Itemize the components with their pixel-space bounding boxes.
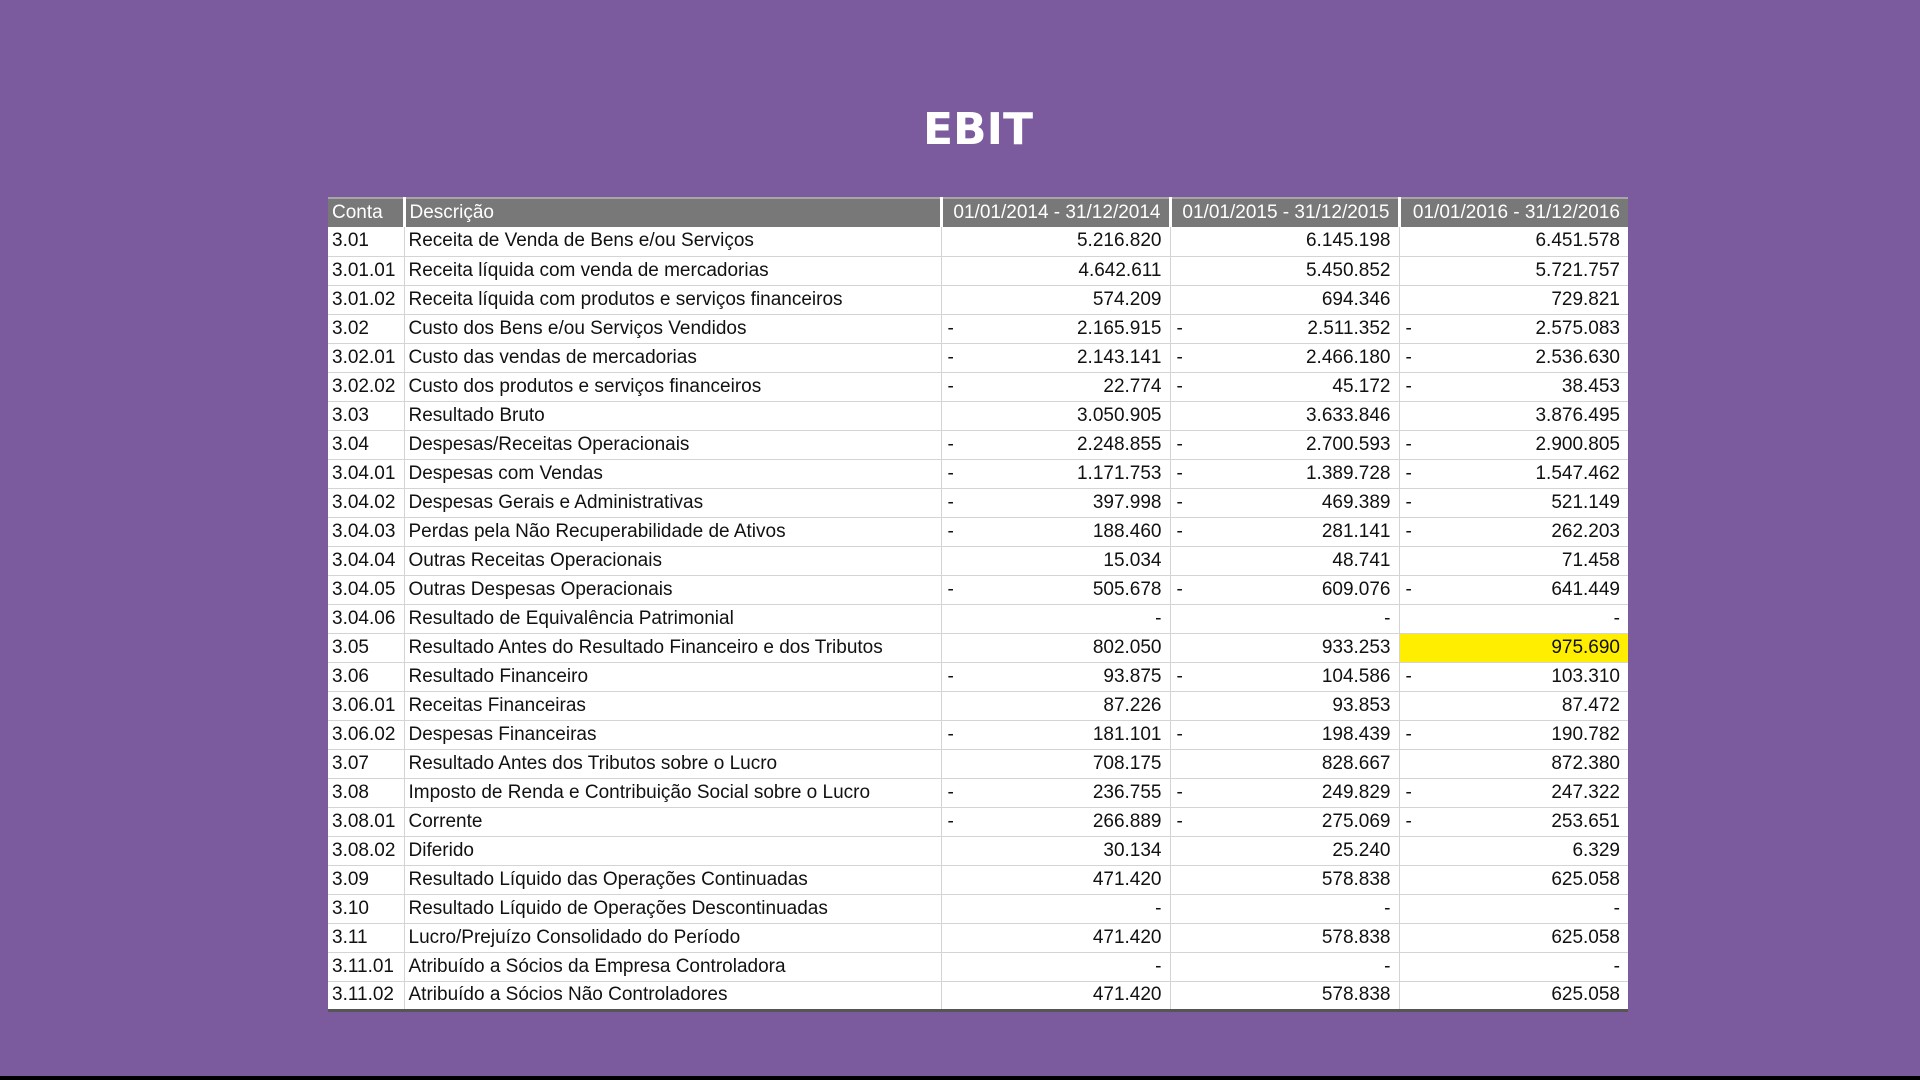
cell-value-2016: [1399, 865, 1628, 894]
cell-value-2016: [1399, 430, 1628, 459]
cell-value-text: 236.755: [1092, 781, 1162, 803]
cell-value-text: 188.460: [1092, 520, 1162, 542]
cell-value-text: 975.690: [1551, 636, 1620, 658]
cell-descricao: Atribuído a Sócios Não Controladores: [404, 981, 941, 1010]
cell-value-2015: [1170, 778, 1399, 807]
table-row: [328, 865, 1628, 894]
cell-value-text: 253.651: [1551, 810, 1620, 832]
cell-descricao: Lucro/Prejuízo Consolidado do Período: [404, 923, 941, 952]
cell-value-2014: [941, 546, 1170, 575]
cell-descricao: Despesas Gerais e Administrativas: [404, 488, 941, 517]
cell-value-text: 1.171.753: [1076, 462, 1162, 484]
cell-value-text: -: [1155, 897, 1162, 919]
cell-value-2014: [941, 633, 1170, 662]
table-row: [328, 807, 1628, 836]
cell-descricao: Imposto de Renda e Contribuição Social sobre o Lucro: [404, 778, 941, 807]
table-body: [328, 227, 1628, 1010]
cell-value-text: 281.141: [1321, 520, 1391, 542]
income-statement-table: [328, 197, 1628, 1012]
negative-sign: -: [947, 317, 954, 339]
cell-value-2015: [1170, 372, 1399, 401]
cell-descricao: Custo das vendas de mercadorias: [404, 343, 941, 372]
cell-value-text: 2.143.141: [1076, 346, 1162, 368]
cell-value-text: 2.536.630: [1535, 346, 1620, 368]
cell-value-2015: [1170, 430, 1399, 459]
cell-conta: 3.06.01: [328, 691, 404, 720]
cell-value-text: 181.101: [1092, 723, 1162, 745]
cell-value-2016: [1399, 285, 1628, 314]
cell-value-text: 1.389.728: [1305, 462, 1391, 484]
table-row: [328, 459, 1628, 488]
cell-value-text: -: [1384, 955, 1391, 977]
negative-sign: -: [1405, 665, 1412, 687]
cell-value-2014: [941, 517, 1170, 546]
cell-value-text: 71.458: [1561, 549, 1620, 571]
negative-sign: -: [1176, 346, 1183, 368]
negative-sign: -: [1405, 723, 1412, 745]
table-row: [328, 517, 1628, 546]
table-row: [328, 894, 1628, 923]
cell-descricao: Resultado Líquido de Operações Descontinuadas: [404, 894, 941, 923]
cell-value-2015: [1170, 952, 1399, 981]
cell-conta: 3.11.01: [328, 952, 404, 981]
cell-value-text: 5.450.852: [1305, 259, 1391, 281]
cell-value-2014: [941, 575, 1170, 604]
cell-conta: 3.08: [328, 778, 404, 807]
cell-conta: 3.07: [328, 749, 404, 778]
cell-value-2015: [1170, 923, 1399, 952]
table-row: [328, 256, 1628, 285]
cell-descricao: Outras Receitas Operacionais: [404, 546, 941, 575]
negative-sign: -: [1176, 375, 1183, 397]
cell-value-2016: [1399, 836, 1628, 865]
cell-descricao: Diferido: [404, 836, 941, 865]
cell-value-text: 471.420: [1092, 926, 1162, 948]
negative-sign: -: [947, 491, 954, 513]
table-header-row: [328, 198, 1628, 227]
cell-conta: 3.11: [328, 923, 404, 952]
table-row: [328, 372, 1628, 401]
cell-value-2014: [941, 372, 1170, 401]
cell-value-2016: [1399, 807, 1628, 836]
cell-value-2014: [941, 227, 1170, 256]
cell-value-text: 397.998: [1092, 491, 1162, 513]
negative-sign: -: [1176, 723, 1183, 745]
cell-value-2015: [1170, 401, 1399, 430]
cell-value-text: -: [1155, 607, 1162, 629]
cell-value-2014: [941, 923, 1170, 952]
cell-value-text: 505.678: [1092, 578, 1162, 600]
cell-descricao: Receita líquida com venda de mercadorias: [404, 256, 941, 285]
cell-value-text: 3.876.495: [1535, 404, 1620, 426]
cell-value-text: 3.050.905: [1076, 404, 1162, 426]
cell-value-text: 48.741: [1332, 549, 1391, 571]
table-row: [328, 227, 1628, 256]
cell-value-text: 521.149: [1551, 491, 1620, 513]
cell-value-text: 802.050: [1092, 636, 1162, 658]
table-row: [328, 749, 1628, 778]
negative-sign: -: [1176, 433, 1183, 455]
cell-value-text: 2.700.593: [1305, 433, 1391, 455]
cell-value-text: 25.240: [1332, 839, 1391, 861]
table-row: [328, 836, 1628, 865]
header-period-2014: 01/01/2014 - 31/12/2014: [941, 198, 1170, 227]
cell-conta: 3.04.03: [328, 517, 404, 546]
cell-value-text: 15.034: [1103, 549, 1162, 571]
cell-value-text: 93.853: [1332, 694, 1391, 716]
cell-value-text: 93.875: [1103, 665, 1162, 687]
cell-value-2016: [1399, 372, 1628, 401]
cell-value-2016: [1399, 662, 1628, 691]
cell-value-2015: [1170, 575, 1399, 604]
cell-conta: 3.04.06: [328, 604, 404, 633]
cell-value-text: 247.322: [1551, 781, 1620, 803]
negative-sign: -: [1176, 578, 1183, 600]
cell-value-text: 933.253: [1321, 636, 1391, 658]
cell-conta: 3.10: [328, 894, 404, 923]
cell-conta: 3.03: [328, 401, 404, 430]
header-period-2016: 01/01/2016 - 31/12/2016: [1399, 198, 1628, 227]
negative-sign: -: [947, 346, 954, 368]
cell-conta: 3.06.02: [328, 720, 404, 749]
negative-sign: -: [1405, 810, 1412, 832]
cell-descricao: Atribuído a Sócios da Empresa Controladora: [404, 952, 941, 981]
cell-value-2014: [941, 778, 1170, 807]
cell-conta: 3.02.02: [328, 372, 404, 401]
cell-conta: 3.11.02: [328, 981, 404, 1010]
cell-value-2016: [1399, 981, 1628, 1010]
cell-value-text: -: [1613, 955, 1620, 977]
negative-sign: -: [947, 781, 954, 803]
cell-value-2014: [941, 981, 1170, 1010]
cell-value-2014: [941, 720, 1170, 749]
cell-conta: 3.04.02: [328, 488, 404, 517]
negative-sign: -: [1176, 491, 1183, 513]
cell-value-2014: [941, 691, 1170, 720]
cell-value-2016: [1399, 604, 1628, 633]
cell-value-text: 2.165.915: [1076, 317, 1162, 339]
cell-value-text: -: [1384, 607, 1391, 629]
cell-value-2016: [1399, 401, 1628, 430]
cell-value-text: 30.134: [1103, 839, 1162, 861]
cell-value-2015: [1170, 749, 1399, 778]
cell-conta: 3.01.01: [328, 256, 404, 285]
cell-value-text: 190.782: [1551, 723, 1620, 745]
cell-value-2014: [941, 662, 1170, 691]
cell-value-2016: [1399, 691, 1628, 720]
cell-value-text: 625.058: [1551, 984, 1620, 1005]
negative-sign: -: [947, 810, 954, 832]
negative-sign: -: [1405, 491, 1412, 513]
cell-value-2016: [1399, 952, 1628, 981]
cell-value-2015: [1170, 981, 1399, 1010]
cell-descricao: Corrente: [404, 807, 941, 836]
cell-value-2015: [1170, 314, 1399, 343]
table-row: [328, 285, 1628, 314]
negative-sign: -: [947, 462, 954, 484]
cell-value-text: 103.310: [1551, 665, 1620, 687]
cell-value-text: 471.420: [1092, 868, 1162, 890]
negative-sign: -: [1176, 520, 1183, 542]
cell-conta: 3.05: [328, 633, 404, 662]
table-row: [328, 604, 1628, 633]
cell-value-2016: [1399, 314, 1628, 343]
cell-value-text: 872.380: [1551, 752, 1620, 774]
cell-descricao: Custo dos produtos e serviços financeiros: [404, 372, 941, 401]
cell-value-2014: [941, 459, 1170, 488]
table-row: [328, 430, 1628, 459]
cell-value-2015: [1170, 256, 1399, 285]
header-conta: Conta: [328, 198, 404, 227]
cell-value-text: 5.216.820: [1076, 230, 1162, 252]
cell-value-text: 471.420: [1092, 984, 1162, 1005]
cell-value-2014: [941, 836, 1170, 865]
table-row: [328, 691, 1628, 720]
cell-value-2015: [1170, 488, 1399, 517]
cell-value-text: 625.058: [1551, 868, 1620, 890]
negative-sign: -: [1405, 317, 1412, 339]
cell-value-2014: [941, 604, 1170, 633]
cell-value-2015: [1170, 836, 1399, 865]
cell-value-text: 469.389: [1321, 491, 1391, 513]
cell-value-text: 578.838: [1321, 868, 1391, 890]
cell-conta: 3.08.01: [328, 807, 404, 836]
cell-value-text: 609.076: [1321, 578, 1391, 600]
cell-conta: 3.04: [328, 430, 404, 459]
cell-value-2016: [1399, 575, 1628, 604]
cell-value-2016: [1399, 633, 1628, 662]
cell-value-2015: [1170, 894, 1399, 923]
table-row: [328, 575, 1628, 604]
cell-conta: 3.02.01: [328, 343, 404, 372]
negative-sign: -: [1405, 346, 1412, 368]
negative-sign: -: [947, 433, 954, 455]
table-row: [328, 401, 1628, 430]
cell-value-text: 625.058: [1551, 926, 1620, 948]
slide-title: EBIT: [923, 104, 1033, 155]
cell-conta: 3.04.04: [328, 546, 404, 575]
cell-value-2014: [941, 401, 1170, 430]
cell-value-text: 1.547.462: [1535, 462, 1620, 484]
cell-value-text: 2.248.855: [1076, 433, 1162, 455]
cell-value-2015: [1170, 546, 1399, 575]
cell-value-2015: [1170, 865, 1399, 894]
cell-value-2014: [941, 488, 1170, 517]
cell-descricao: Receitas Financeiras: [404, 691, 941, 720]
cell-value-text: 2.900.805: [1535, 433, 1620, 455]
cell-value-2014: [941, 894, 1170, 923]
cell-value-text: -: [1155, 955, 1162, 977]
table-row: [328, 952, 1628, 981]
negative-sign: -: [1405, 520, 1412, 542]
cell-conta: 3.01.02: [328, 285, 404, 314]
cell-descricao: Custo dos Bens e/ou Serviços Vendidos: [404, 314, 941, 343]
negative-sign: -: [1176, 317, 1183, 339]
cell-value-text: 2.466.180: [1305, 346, 1391, 368]
cell-descricao: Resultado Antes do Resultado Financeiro e dos Tributos: [404, 633, 941, 662]
cell-value-text: 3.633.846: [1305, 404, 1391, 426]
cell-value-2015: [1170, 662, 1399, 691]
cell-descricao: Receita de Venda de Bens e/ou Serviços: [404, 227, 941, 256]
negative-sign: -: [1176, 781, 1183, 803]
cell-value-2014: [941, 749, 1170, 778]
cell-value-2015: [1170, 343, 1399, 372]
cell-value-text: 249.829: [1321, 781, 1391, 803]
cell-descricao: Resultado Antes dos Tributos sobre o Lucro: [404, 749, 941, 778]
cell-value-text: 22.774: [1103, 375, 1162, 397]
cell-value-text: 641.449: [1551, 578, 1620, 600]
cell-value-text: 578.838: [1321, 984, 1391, 1005]
cell-descricao: Resultado de Equivalência Patrimonial: [404, 604, 941, 633]
cell-value-2016: [1399, 459, 1628, 488]
table-row: [328, 546, 1628, 575]
cell-value-text: 87.226: [1103, 694, 1162, 716]
cell-value-2016: [1399, 778, 1628, 807]
table-row: [328, 633, 1628, 662]
cell-value-2015: [1170, 517, 1399, 546]
cell-value-2014: [941, 865, 1170, 894]
table-row: [328, 662, 1628, 691]
cell-value-2015: [1170, 633, 1399, 662]
cell-value-text: 6.145.198: [1305, 230, 1391, 252]
negative-sign: -: [1405, 578, 1412, 600]
negative-sign: -: [1176, 665, 1183, 687]
cell-conta: 3.04.01: [328, 459, 404, 488]
table-row: [328, 778, 1628, 807]
cell-value-2014: [941, 343, 1170, 372]
cell-conta: 3.06: [328, 662, 404, 691]
cell-descricao: Resultado Financeiro: [404, 662, 941, 691]
table-row: [328, 720, 1628, 749]
cell-value-text: 2.511.352: [1307, 317, 1391, 339]
cell-value-text: 2.575.083: [1535, 317, 1620, 339]
cell-value-2016: [1399, 517, 1628, 546]
cell-descricao: Despesas com Vendas: [404, 459, 941, 488]
negative-sign: -: [1405, 462, 1412, 484]
cell-value-text: 275.069: [1321, 810, 1391, 832]
cell-value-2014: [941, 314, 1170, 343]
cell-value-2016: [1399, 546, 1628, 575]
cell-value-text: 4.642.611: [1078, 259, 1162, 281]
table-row: [328, 343, 1628, 372]
cell-conta: 3.09: [328, 865, 404, 894]
cell-descricao: Resultado Líquido das Operações Continuadas: [404, 865, 941, 894]
negative-sign: -: [1405, 781, 1412, 803]
cell-value-text: 6.451.578: [1535, 230, 1620, 252]
cell-value-2014: [941, 807, 1170, 836]
negative-sign: -: [1405, 375, 1412, 397]
cell-conta: 3.08.02: [328, 836, 404, 865]
cell-value-2015: [1170, 285, 1399, 314]
cell-value-text: 828.667: [1321, 752, 1391, 774]
cell-value-text: 38.453: [1561, 375, 1620, 397]
cell-descricao: Resultado Bruto: [404, 401, 941, 430]
cell-value-2014: [941, 285, 1170, 314]
cell-value-2016: [1399, 749, 1628, 778]
cell-value-text: -: [1384, 897, 1391, 919]
cell-value-2015: [1170, 691, 1399, 720]
cell-value-text: 45.172: [1332, 375, 1391, 397]
cell-value-2015: [1170, 227, 1399, 256]
cell-value-text: 87.472: [1561, 694, 1620, 716]
table-row: [328, 923, 1628, 952]
cell-value-text: 266.889: [1092, 810, 1162, 832]
cell-descricao: Receita líquida com produtos e serviços financeiros: [404, 285, 941, 314]
cell-value-text: 729.821: [1551, 288, 1620, 310]
cell-conta: 3.01: [328, 227, 404, 256]
cell-value-2016: [1399, 256, 1628, 285]
negative-sign: -: [947, 723, 954, 745]
cell-value-2016: [1399, 343, 1628, 372]
negative-sign: -: [1176, 462, 1183, 484]
cell-value-2016: [1399, 227, 1628, 256]
cell-value-2015: [1170, 604, 1399, 633]
cell-conta: 3.02: [328, 314, 404, 343]
cell-value-2016: [1399, 923, 1628, 952]
cell-value-2016: [1399, 720, 1628, 749]
cell-value-text: 198.439: [1321, 723, 1391, 745]
cell-value-text: -: [1613, 607, 1620, 629]
table-row: [328, 488, 1628, 517]
header-period-2015: 01/01/2015 - 31/12/2015: [1170, 198, 1399, 227]
table-row: [328, 314, 1628, 343]
cell-value-text: 578.838: [1321, 926, 1391, 948]
cell-value-text: 708.175: [1092, 752, 1162, 774]
negative-sign: -: [947, 665, 954, 687]
cell-descricao: Perdas pela Não Recuperabilidade de Ativos: [404, 517, 941, 546]
cell-value-2014: [941, 256, 1170, 285]
cell-descricao: Outras Despesas Operacionais: [404, 575, 941, 604]
cell-value-text: -: [1613, 897, 1620, 919]
negative-sign: -: [1405, 433, 1412, 455]
cell-value-2015: [1170, 720, 1399, 749]
cell-value-text: 574.209: [1092, 288, 1162, 310]
cell-value-text: 694.346: [1321, 288, 1391, 310]
header-descricao: Descrição: [404, 198, 941, 227]
table-row: [328, 981, 1628, 1010]
cell-descricao: Despesas Financeiras: [404, 720, 941, 749]
negative-sign: -: [1176, 810, 1183, 832]
cell-value-text: 262.203: [1551, 520, 1620, 542]
cell-value-text: 104.586: [1321, 665, 1391, 687]
negative-sign: -: [947, 578, 954, 600]
cell-value-2015: [1170, 807, 1399, 836]
negative-sign: -: [947, 375, 954, 397]
cell-descricao: Despesas/Receitas Operacionais: [404, 430, 941, 459]
cell-value-2016: [1399, 488, 1628, 517]
cell-value-2016: [1399, 894, 1628, 923]
cell-value-2014: [941, 430, 1170, 459]
cell-value-2014: [941, 952, 1170, 981]
cell-value-text: 5.721.757: [1535, 259, 1620, 281]
cell-value-2015: [1170, 459, 1399, 488]
negative-sign: -: [947, 520, 954, 542]
cell-value-text: 6.329: [1572, 839, 1620, 861]
cell-conta: 3.04.05: [328, 575, 404, 604]
